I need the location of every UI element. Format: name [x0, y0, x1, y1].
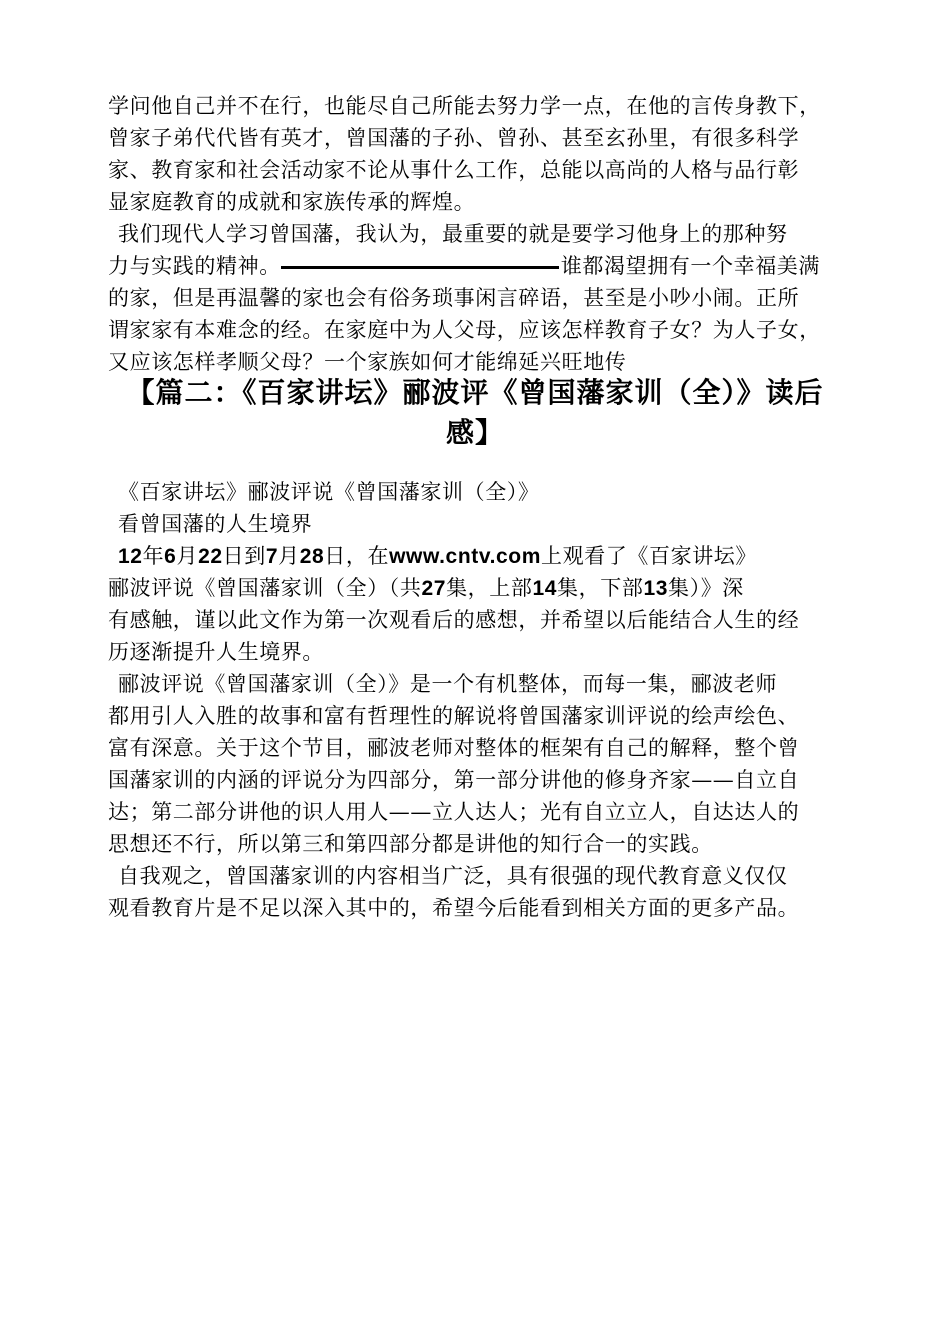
episode-count: 27 [421, 577, 447, 600]
para2-line-4: 谓家家有本难念的经。在家庭中为人父母，应该怎样教育子女？为人子女， [108, 318, 821, 342]
day-number: 22 [198, 545, 223, 568]
para4-line-4: 国藩家训的内涵的评说分为四部分，第一部分讲他的修身齐家——自立自 [108, 768, 800, 792]
para4-line-3: 富有深意。关于这个节目，郦波老师对整体的框架有自己的解释，整个曾 [108, 736, 800, 760]
para2-line-1: 我们现代人学习曾国藩，我认为，最重要的就是要学习他身上的那种努 [118, 222, 788, 246]
section-heading-line-1: 【篇二：《百家讲坛》郦波评《曾国藩家训（全）》读后 [126, 376, 824, 409]
para3-line-3: 有感触，谨以此文作为第一次观看后的感想，并希望以后能结合人生的经 [108, 608, 800, 632]
para3-text: 郦波评说《曾国藩家训（全）（共 [108, 576, 422, 600]
para3-text: 月 [176, 544, 199, 568]
para5-line-1: 自我观之，曾国藩家训的内容相当广泛，具有很强的现代教育意义仅仅 [118, 864, 788, 888]
para3-text: 上观看了《百家讲坛》 [541, 544, 757, 568]
para3-line-4: 历逐渐提升人生境界。 [108, 640, 324, 664]
year-number: 12 [118, 545, 143, 568]
para2-line-3: 的家，但是再温馨的家也会有俗务琐事闲言碎语，甚至是小吵小闹。正所 [108, 286, 800, 310]
para3-text: 集，下部 [557, 576, 644, 600]
subtitle-theme: 看曾国藩的人生境界 [118, 512, 313, 536]
website-link-text: www.cntv.com [389, 545, 541, 568]
para2-line-5: 又应该怎样孝顺父母？一个家族如何才能绵延兴旺地传 [108, 350, 627, 374]
para2-line-2-end: 谁都渴望拥有一个幸福美满 [560, 254, 821, 278]
intro-line-3: 家、教育家和社会活动家不论从事什么工作，总能以高尚的人格与品行彰 [108, 158, 800, 182]
section-heading-line-2: 感】 [445, 416, 504, 449]
subtitle-program: 《百家讲坛》郦波评说《曾国藩家训（全）》 [118, 480, 540, 504]
month-number: 6 [164, 545, 177, 568]
para3-text: 年 [142, 544, 165, 568]
episode-count: 14 [532, 577, 558, 600]
para4-line-5: 达；第二部分讲他的识人用人——立人达人；光有自立立人，自达达人的 [108, 800, 800, 824]
para2-line-2-start: 力与实践的精神。 [108, 254, 281, 278]
intro-line-2: 曾家子弟代代皆有英才，曾国藩的子孙、曾孙、甚至玄孙里，有很多科学 [108, 126, 800, 150]
para4-line-1: 郦波评说《曾国藩家训（全）》是一个有机整体，而每一集，郦波老师 [118, 672, 778, 696]
day-number: 28 [299, 545, 325, 568]
para3-text: 集，上部 [446, 576, 533, 600]
para4-line-6: 思想还不行，所以第三和第四部分都是讲他的知行合一的实践。 [108, 832, 713, 856]
episode-count: 13 [643, 577, 668, 600]
para3-line-2 [108, 574, 744, 603]
para3-text: 日，在 [324, 544, 390, 568]
para3-text: 月 [278, 544, 300, 568]
intro-line-4: 显家庭教育的成就和家族传承的辉煌。 [108, 190, 476, 214]
para5-line-2: 观看教育片是不足以深入其中的，希望今后能看到相关方面的更多产品。 [108, 896, 800, 920]
para3-text: 集）》深 [668, 576, 744, 600]
para3-text: 日到 [222, 544, 266, 568]
para3-line-1 [118, 542, 757, 571]
para4-line-2: 都用引人入胜的故事和富有哲理性的解说将曾国藩家训评说的绘声绘色、 [108, 704, 800, 728]
intro-line-1: 学问他自己并不在行，也能尽自己所能去努力学一点，在他的言传身教下， [108, 94, 821, 118]
para2-line-2 [108, 252, 820, 280]
long-dash-rule [281, 266, 559, 269]
month-number: 7 [265, 545, 279, 568]
